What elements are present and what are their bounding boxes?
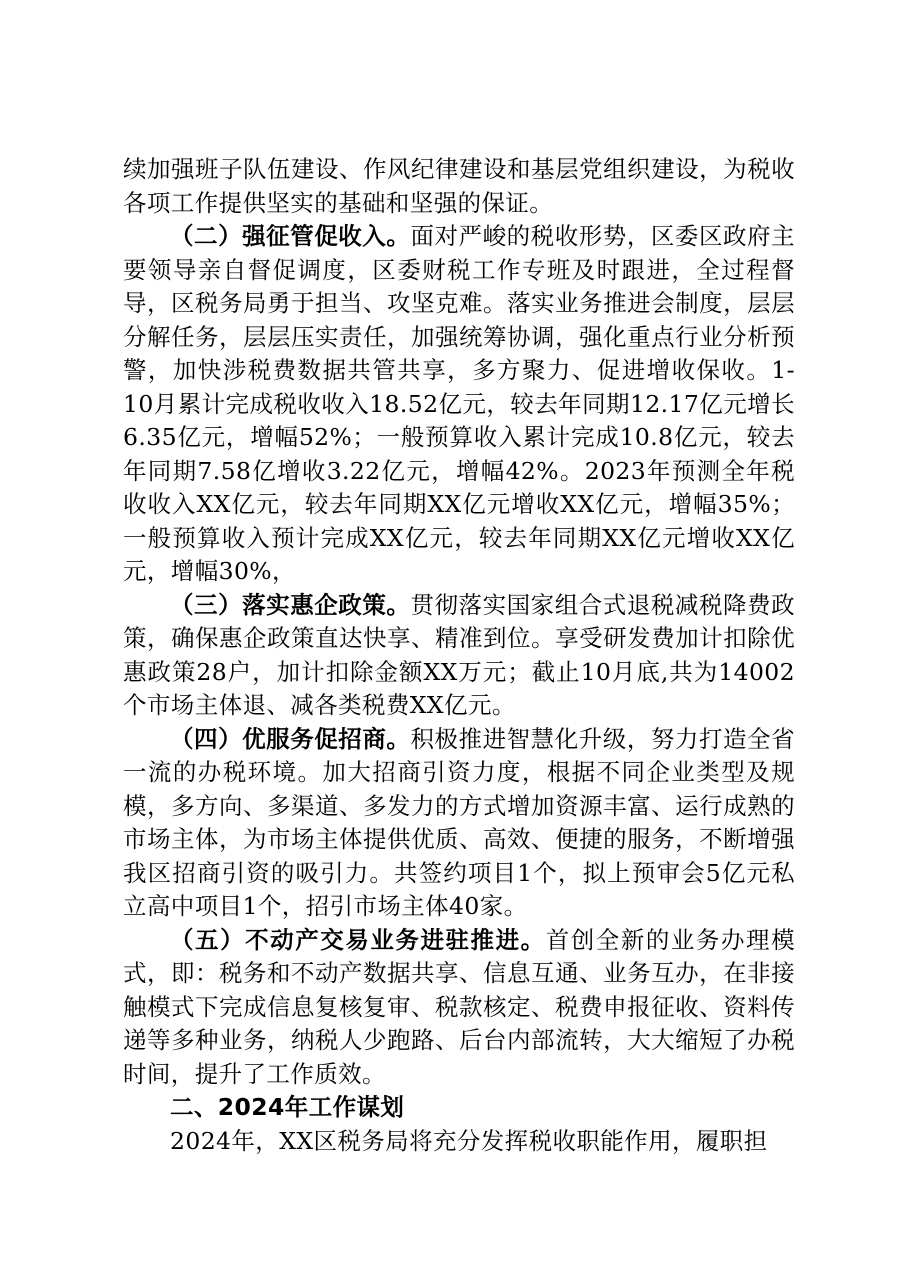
paragraph-text: 2024年，XX区税务局将充分发挥税收职能作用，履职担 [170, 1126, 768, 1155]
paragraph-lead: （五）不动产交易业务进驻推进。 [170, 925, 546, 954]
paragraph-lead: （四）优服务促招商。 [170, 724, 411, 753]
paragraph-continuation [123, 153, 795, 220]
paragraph-lead: （三）落实惠企政策。 [170, 590, 411, 619]
paragraph-strengthen-collection [123, 220, 795, 589]
paragraph-text: 首创全新的业务办理模式，即：税务和不动产数据共享、信息互通、业务互办，在非接触模式下完成信息复核复审、税款核定、税费申报征收、资料传递等多种业务，纳税人少跑路、后台内部流转，大大缩短了办税时间，提升了工作质效。 [123, 925, 795, 1088]
document-body [123, 153, 795, 1158]
paragraph-lead: （二）强征管促收入。 [170, 222, 411, 250]
paragraph-service-investment [123, 723, 795, 924]
paragraph-enterprise-policy [123, 589, 795, 723]
paragraph-text: 贯彻落实国家组合式退税减税降费政策，确保惠企政策直达快享、精准到位。享受研发费加计扣除优惠政策28户，加计扣除金额XX万元；截止10月底,共为14002个市场主体退、减各类税费XX亿元。 [123, 590, 795, 719]
paragraph-text: 面对严峻的税收形势，区委区政府主要领导亲自督促调度，区委财税工作专班及时跟进，全过程督导，区税务局勇于担当、攻坚克难。落实业务推进会制度，层层分解任务，层层压实责任，加强统筹协调，强化重点行业分析预警，加快涉税费数据共管共享，多方聚力、促进增收保收。1-10月累计完成税收收入18.52亿元，较去年同期12.17亿元增长6.35亿元，增幅52%；一般预算收入累计完成10.8亿元，较去年同期7.58亿增收3.22亿元，增幅42%。2023年预测全年税收收入XX亿元，较去年同期XX亿元增收XX亿元，增幅35%；一般预算收入预计完成XX亿元，较去年同期XX亿元增收XX亿元，增幅30%， [123, 222, 795, 585]
paragraph-plan-intro [123, 1125, 795, 1159]
paragraph-real-estate [123, 924, 795, 1092]
section-heading: 二、2024年工作谋划 [170, 1093, 405, 1121]
paragraph-text: 积极推进智慧化升级，努力打造全省一流的办税环境。加大招商引资力度，根据不同企业类型及规模，多方向、多渠道、多发力的方式增加资源丰富、运行成熟的市场主体，为市场主体提供优质、高效、便捷的服务，不断增强我区招商引资的吸引力。共签约项目1个，拟上预审会5亿元私立高中项目1个，招引市场主体40家。 [123, 724, 795, 920]
paragraph-text: 续加强班子队伍建设、作风纪律建设和基层党组织建设，为税收各项工作提供坚实的基础和坚强的保证。 [123, 155, 795, 217]
